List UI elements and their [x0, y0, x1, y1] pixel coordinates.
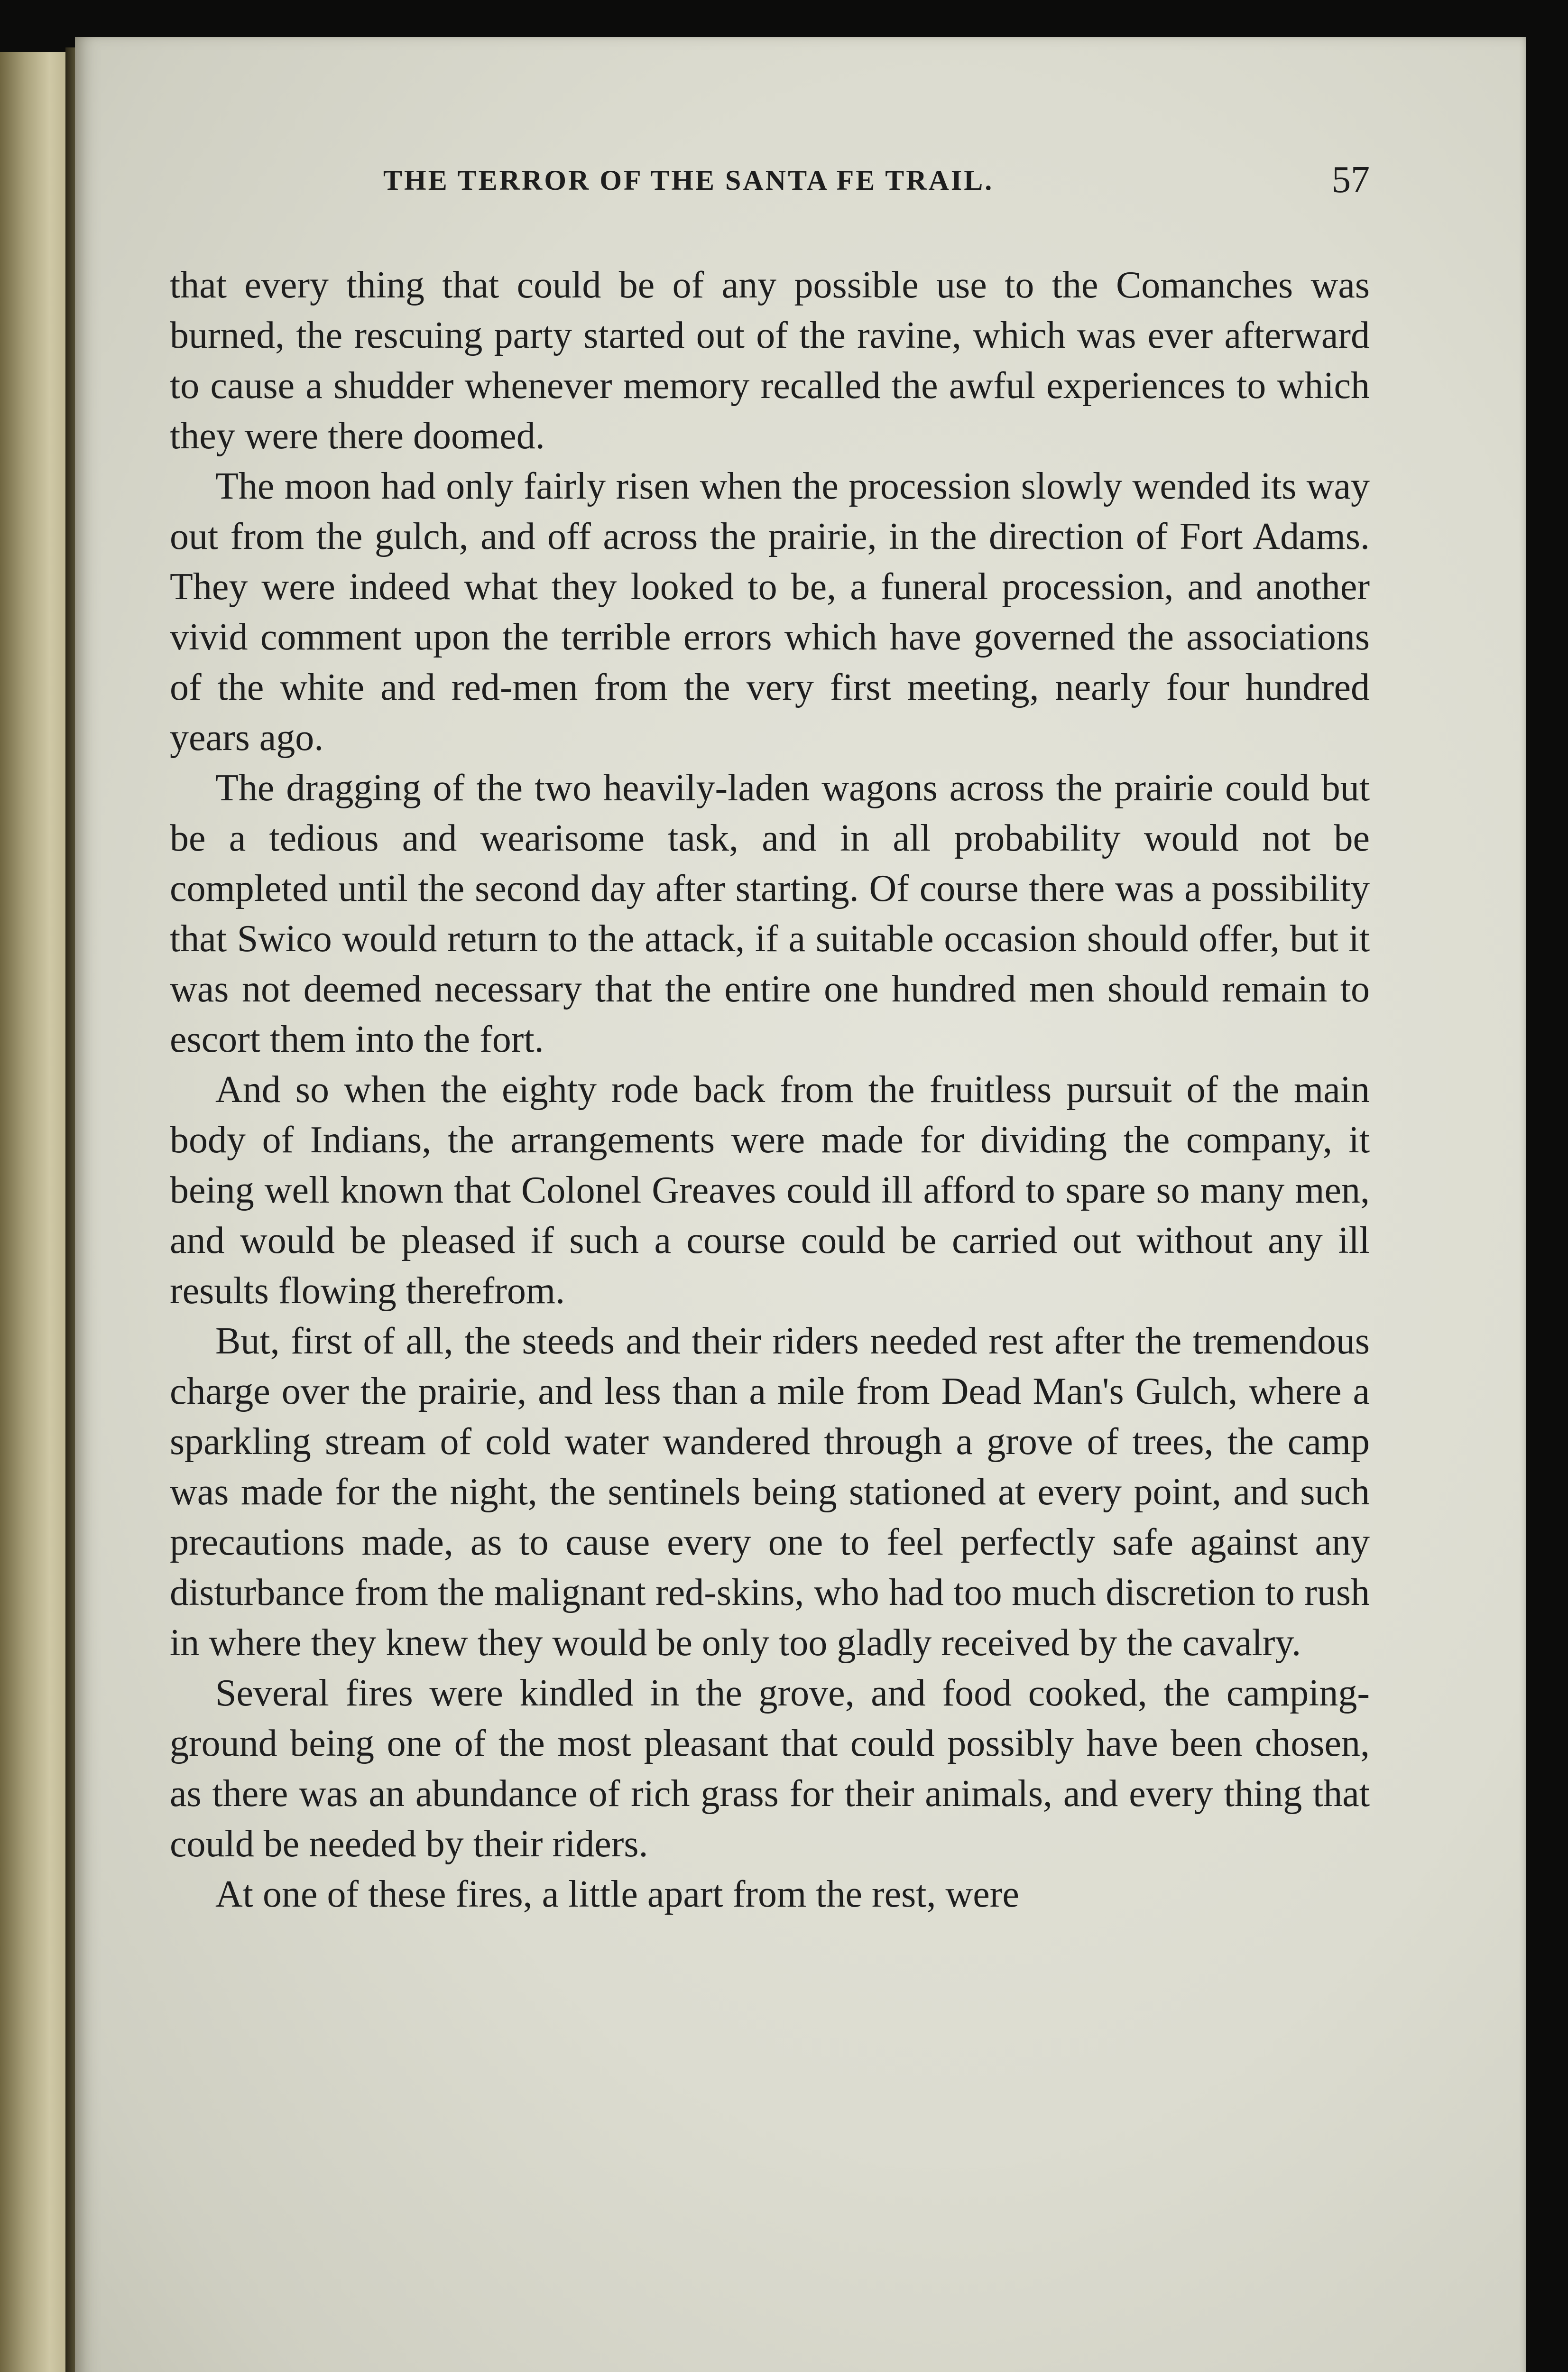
paragraph-4: And so when the eighty rode back from the fruitless pursuit of the main body of Indians, the arrangements were made for dividing the company, it being well known that Colonel Greaves could ill afford to spare so many men, and would be pleased if such a course could be carried out without any ill results flowing therefrom. [170, 1069, 1370, 1312]
left-page-edge [0, 52, 71, 2372]
paragraph-2: The moon had only fairly risen when the procession slowly wended its way out from the gulch, and off across the prairie, in the direction of Fort Adams. They were indeed what they looked to be, a funeral procession, and another vivid comment upon the terrible errors which have governed the associations of the white and red-men from the very first meeting, nearly four hundred years ago. [170, 465, 1370, 759]
paragraph-5: But, first of all, the steeds and their riders needed rest after the tremendous charge over the prairie, and less than a mile from Dead Man's Gulch, where a sparkling stream of cold water wandered through a grove of trees, the camp was made for the night, the sentinels being stationed at every point, and such precautions made, as to cause every one to feel perfectly safe against any disturbance from the malignant red-skins, who had too much discretion to rush in where they knew they would be only too gladly received by the cavalry. [170, 1320, 1370, 1664]
page-header [146, 127, 1370, 203]
book-page [75, 37, 1526, 2372]
paragraph-6: Several fires were kindled in the grove, and food cooked, the camping-ground being one of the most pleasant that could possibly have been chosen, as there was an abundance of rich grass for their animals, and every thing that could be needed by their riders. [170, 1672, 1370, 1865]
paragraph-7: At one of these fires, a little apart from the rest, were [215, 1873, 1019, 1915]
paragraph-3: The dragging of the two heavily-laden wagons across the prairie could but be a tedious and wearisome task, and in all probability would not be completed until the second day after starting. Of course there was a possibility that Swico would return to the attack, if a suitable occasion should offer, but it was not deemed necessary that the entire one hundred men should remain to escort them into the fort. [170, 767, 1370, 1060]
body-text [170, 260, 1370, 1919]
page-number: 57 [1332, 159, 1370, 201]
running-head: THE TERROR OF THE SANTA FE TRAIL. [383, 165, 994, 196]
paragraph-1: that every thing that could be of any possible use to the Comanches was burned, the rescuing party started out of the ravine, which was ever afterward to cause a shudder whenever memory recalled the awful experiences to which they were there doomed. [170, 264, 1370, 457]
